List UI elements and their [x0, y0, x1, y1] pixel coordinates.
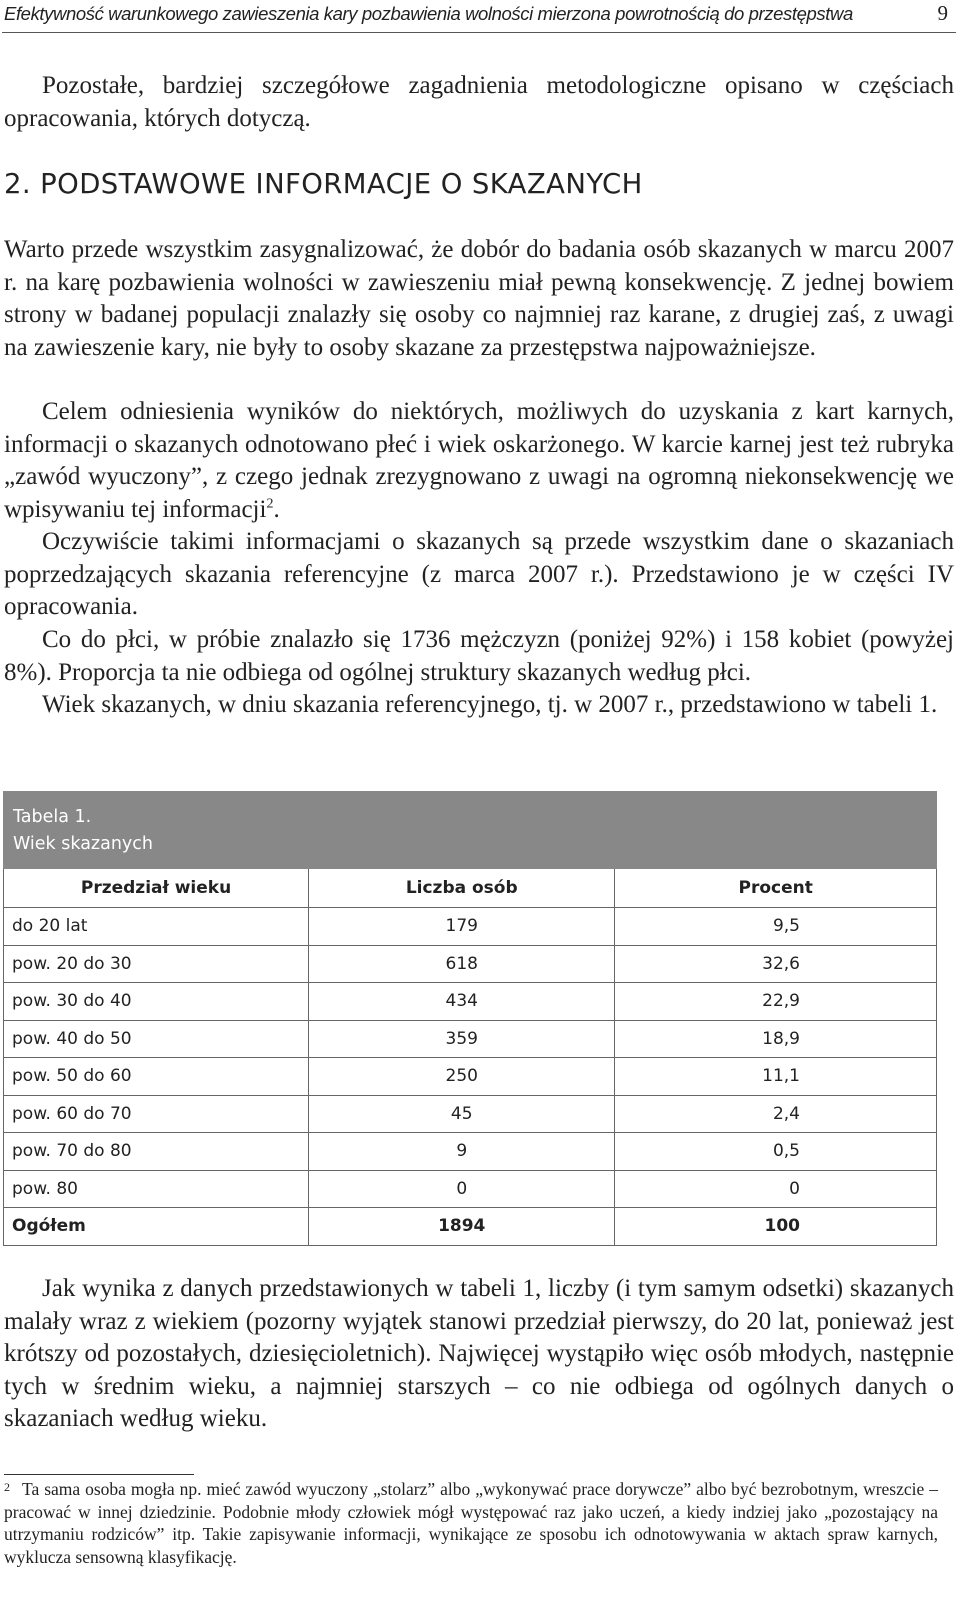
- cell-count: 250: [309, 1058, 615, 1096]
- total-percent: 100: [615, 1208, 937, 1246]
- cell-count: 359: [309, 1020, 615, 1058]
- table-header-row: [4, 869, 937, 908]
- body-paragraph-2-suffix: .: [273, 495, 280, 523]
- cell-percent: 18,9: [615, 1020, 937, 1058]
- cell-age-range: pow. 70 do 80: [4, 1133, 309, 1171]
- intro-paragraph: Pozostałe, bardziej szczegółowe zagadnienia metodologiczne opisano w częściach opracowania, których dotyczą.: [4, 72, 954, 132]
- table-row: [4, 945, 937, 983]
- age-table-block: [3, 791, 937, 1246]
- cell-age-range: do 20 lat: [4, 908, 309, 946]
- body-paragraph-3: Oczywiście takimi informacjami o skazanych są przede wszystkim dane o skazaniach poprzedzających skazania referencyjne (z marca 2007 r.). Przedstawiono je w części IV opracowania.: [4, 528, 954, 620]
- page-number: 9: [937, 1, 948, 25]
- table-caption: [3, 791, 937, 869]
- body-paragraph-2: [4, 396, 954, 526]
- cell-count: 618: [309, 945, 615, 983]
- footnote-mark: 2: [4, 1480, 10, 1494]
- body-paragraph-5: Wiek skazanych, w dniu skazania referencyjnego, tj. w 2007 r., przedstawiono w tabeli 1.: [42, 691, 938, 718]
- closing-paragraph: Jak wynika z danych przedstawionych w tabeli 1, liczby (i tym samym odsetki) skazanych malały wraz z wiekiem (pozorny wyjątek stanowi przedział pierwszy, do 20 lat, ponieważ jest krótszy od pozostałych, dziesięcioletnich). Najwięcej wystąpiło więc osób młodych, następnie tych w średnim wieku, a najmniej starszych – co nie odbiega od ogólnych danych o skazaniach według wieku.: [4, 1275, 954, 1432]
- total-count: 1894: [309, 1208, 615, 1246]
- cell-age-range: pow. 30 do 40: [4, 983, 309, 1021]
- body-paragraph-2-text: Celem odniesienia wyników do niektórych, możliwych do uzyskania z kart karnych, informacji o skazanych odnotowano płeć i wiek oskarżonego. W karcie karnej jest też rubryka „zawód wyuczony”, z czego jednak zrezygnowano z uwagi na ogromną niekonsekwencję we wpisywaniu tej informacji: [4, 398, 954, 523]
- cell-count: 45: [309, 1095, 615, 1133]
- table-row: [4, 1058, 937, 1096]
- cell-count: 9: [309, 1133, 615, 1171]
- cell-percent: 0: [615, 1170, 937, 1208]
- cell-age-range: pow. 80: [4, 1170, 309, 1208]
- column-header-percent: Procent: [615, 869, 937, 908]
- table-title: Wiek skazanych: [13, 834, 153, 854]
- table-row: [4, 908, 937, 946]
- column-header-age-range: Przedział wieku: [4, 869, 309, 908]
- cell-age-range: pow. 60 do 70: [4, 1095, 309, 1133]
- footnote-reference[interactable]: 2: [266, 496, 274, 512]
- running-header: [2, 0, 956, 33]
- table-row: [4, 1020, 937, 1058]
- cell-count: 0: [309, 1170, 615, 1208]
- cell-percent: 11,1: [615, 1058, 937, 1096]
- column-header-count: Liczba osób: [309, 869, 615, 908]
- cell-count: 179: [309, 908, 615, 946]
- cell-percent: 2,4: [615, 1095, 937, 1133]
- table-row: [4, 1095, 937, 1133]
- cell-age-range: pow. 40 do 50: [4, 1020, 309, 1058]
- body-paragraph-1: Warto przede wszystkim zasygnalizować, że dobór do badania osób skazanych w marcu 2007 r. na karę pozbawienia wolności w zawieszeniu miał pewną konsekwencję. Z jednej bowiem strony w badanej populacji znalazły się osoby co najmniej raz karane, z drugiej zaś, z uwagi na zawieszenie kary, nie były to osoby skazane za przestępstwa najpoważniejsze.: [4, 236, 954, 361]
- age-table: [3, 869, 937, 1246]
- running-title: Efektywność warunkowego zawieszenia kary pozbawienia wolności mierzona powrotnością do przestępstwa: [4, 3, 853, 24]
- table-total-row: [4, 1208, 937, 1246]
- cell-count: 434: [309, 983, 615, 1021]
- body-paragraph-4: Co do płci, w próbie znalazło się 1736 mężczyzn (poniżej 92%) i 158 kobiet (powyżej 8%). Proporcja ta nie odbiega od ogólnej struktury skazanych według płci.: [4, 626, 954, 686]
- cell-percent: 32,6: [615, 945, 937, 983]
- total-label: Ogółem: [4, 1208, 309, 1246]
- cell-percent: 0,5: [615, 1133, 937, 1171]
- table-row: [4, 1170, 937, 1208]
- footnote-text: Ta sama osoba mogła np. mieć zawód wyuczony „stolarz” albo „wykonywać prace dorywcze” albo być bezrobotnym, wreszcie – pracować w innej dziedzinie. Podobnie młody człowiek mógł występować raz jako uczeń, a kiedy indziej jako „pozostający na utrzymaniu rodziców” itp. Takie zapisywanie informacji, wynikające ze sposobu ich odnotowywania w aktach spraw karnych, wyklucza sensowną klasyfikację.: [4, 1479, 938, 1567]
- section-heading: 2. PODSTAWOWE INFORMACJE O SKAZANYCH: [4, 168, 643, 200]
- table-row: [4, 983, 937, 1021]
- footnote-divider: [4, 1474, 194, 1475]
- footnote: [4, 1478, 938, 1568]
- cell-age-range: pow. 50 do 60: [4, 1058, 309, 1096]
- cell-age-range: pow. 20 do 30: [4, 945, 309, 983]
- table-row: [4, 1133, 937, 1171]
- table-label: Tabela 1.: [13, 807, 92, 827]
- cell-percent: 22,9: [615, 983, 937, 1021]
- cell-percent: 9,5: [615, 908, 937, 946]
